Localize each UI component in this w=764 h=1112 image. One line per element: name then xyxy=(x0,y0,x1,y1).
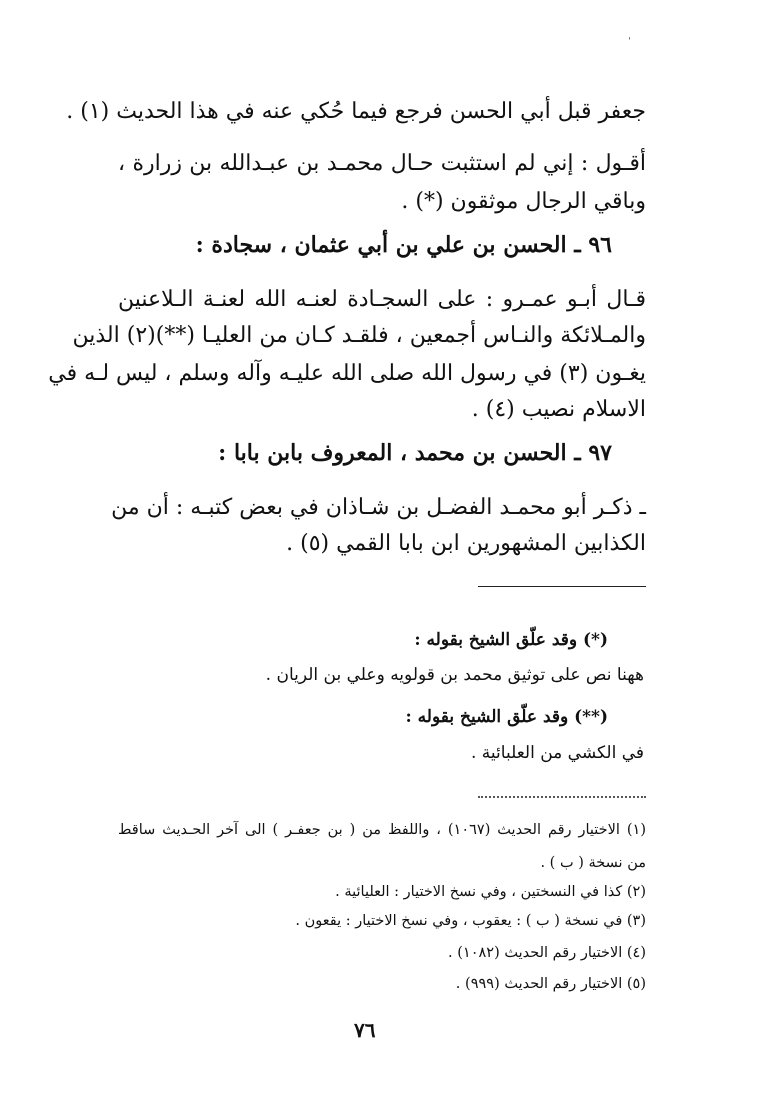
corner-mark: ˌ xyxy=(628,30,631,41)
note-1-title: (*) وقد علّق الشيخ بقوله : xyxy=(414,630,608,650)
body-line-1: جعفر قبل أبي الحسن فرجع فيما حُكي عنه في هذا الحديث (١) . xyxy=(66,99,646,124)
section-96-heading: ٩٦ ـ الحسن بن علي بن أبي عثمان ، سجادة : xyxy=(195,232,612,258)
footnote-5: (٥) الاختيار رقم الحديث (٩٩٩) . xyxy=(455,976,646,992)
note-1-text: ههنا نص على توثيق محمد بن قولويه وعلي بن الريان . xyxy=(265,665,644,685)
footnote-1-cont: من نسخة ( ب ) . xyxy=(540,855,646,871)
section-97-line-2: الكذابين المشهورين ابن بابا القمي (٥) . xyxy=(286,531,646,556)
footnote-2: (٢) كذا في النسختين ، وفي نسخ الاختيار : العليائية . xyxy=(335,884,646,900)
body-line-2: أقـول : إني لم استثبت حـال محمـد بن عبـدالله بن زرارة ، xyxy=(118,151,646,176)
section-96-line-2: والمـلائكة والنـاس أجمعين ، فلقـد كـان من العليـا (**)(٢) الذين xyxy=(72,323,646,348)
section-97-line-1: ـ ذكـر أبو محمـد الفضـل بن شـاذان في بعض كتبـه : أن من xyxy=(111,495,646,520)
section-96-line-3: يغـون (٣) في رسول الله صلى الله عليـه وآله وسلم ، ليس لـه في xyxy=(48,361,646,386)
section-96-line-4: الاسلام نصيب (٤) . xyxy=(471,397,646,422)
page-number: ٧٦ xyxy=(354,1018,376,1042)
footnote-3: (٣) في نسخة ( ب ) : يعقوب ، وفي نسخ الاختيار : يقعون . xyxy=(295,913,646,929)
separator-rule xyxy=(478,586,646,587)
body-line-3: وباقي الرجال موثقون (*) . xyxy=(401,189,646,214)
dotted-separator xyxy=(478,796,646,798)
section-96-line-1: قـال أبـو عمـرو : على السجـادة لعنـه الله لعنـة الـلاعنين xyxy=(118,287,646,312)
footnote-4: (٤) الاختيار رقم الحديث (١٠٨٢) . xyxy=(448,945,646,961)
note-2-text: في الكشي من العلبائية . xyxy=(470,743,644,763)
note-2-title: (**) وقد علّق الشيخ بقوله : xyxy=(405,707,608,727)
section-97-heading: ٩٧ ـ الحسن بن محمد ، المعروف بابن بابا : xyxy=(218,440,612,466)
footnote-1: (١) الاختيار رقم الحديث (١٠٦٧) ، واللفظ من ( بن جعفـر ) الى آخر الحـديث ساقط xyxy=(118,822,646,838)
